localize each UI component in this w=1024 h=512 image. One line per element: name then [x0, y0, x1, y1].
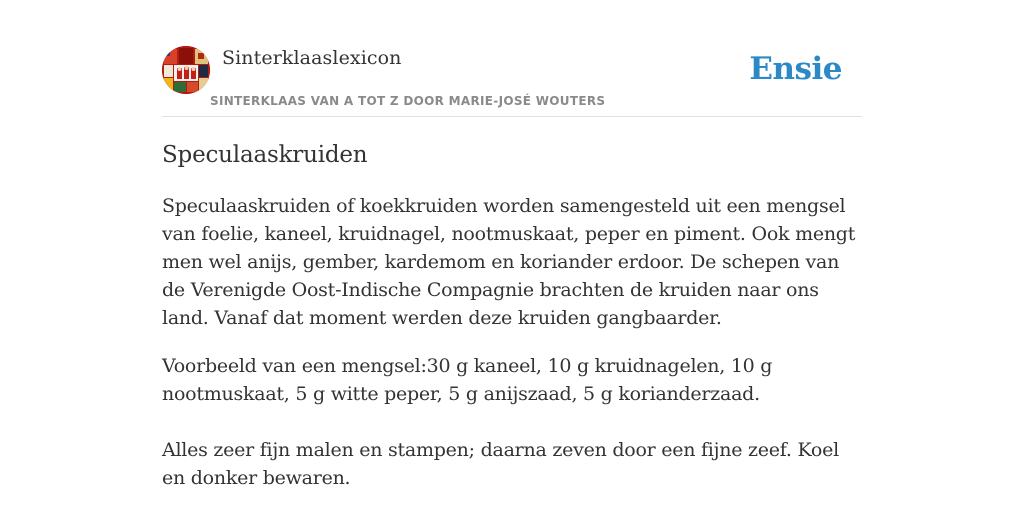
paragraph-spacer — [162, 408, 864, 436]
lexicon-header — [162, 46, 862, 117]
lexicon-avatar[interactable] — [162, 46, 210, 94]
lexicon-name[interactable]: Sinterklaaslexicon — [222, 47, 402, 69]
article-paragraph-3: Alles zeer fijn malen en stampen; daarna zeven door een fijne zeef. Koel en donker bewaren. — [162, 439, 839, 489]
lexicon-subtitle: SINTERKLAAS VAN A TOT Z DOOR MARIE-JOSÉ WOUTERS — [210, 94, 606, 108]
sinterklaas-collage-icon — [162, 46, 210, 94]
article-title: Speculaaskruiden — [162, 142, 368, 168]
article-paragraph-2: Voorbeeld van een mengsel:30 g kaneel, 10 g kruidnagelen, 10 g nootmuskaat, 5 g witte peper, 5 g anijszaad, 5 g korianderzaad. — [162, 355, 773, 405]
article — [162, 138, 864, 492]
ensie-logo[interactable]: Ensie — [749, 51, 842, 87]
article-paragraph-1: Speculaaskruiden of koekkruiden worden samengesteld uit een mengsel van foelie, kaneel, kruidnagel, nootmuskaat, peper en piment. Ook mengt men wel anijs, gember, kardemom en koriander erdoor. De schepen van de Verenigde Oost-Indische Compagnie brachten de kruiden naar ons land. Vanaf dat moment werden deze kruiden gangbaarder. — [162, 195, 856, 329]
